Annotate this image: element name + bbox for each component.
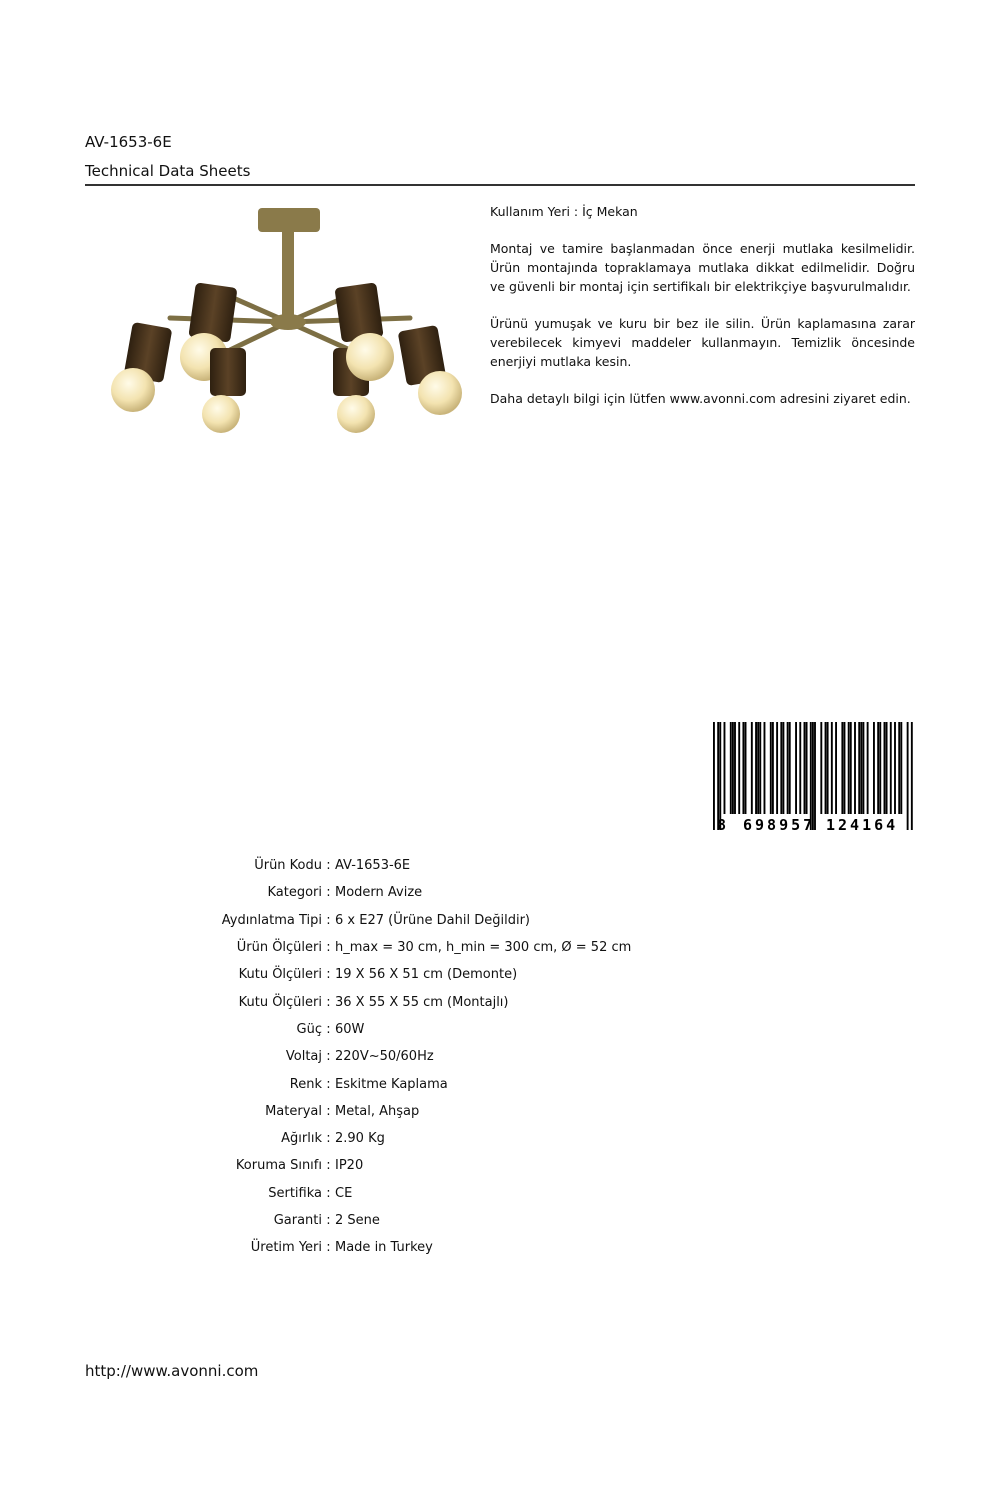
spec-separator: : <box>326 885 331 901</box>
spec-row <box>150 879 631 906</box>
spec-value: Made in Turkey <box>335 1240 433 1256</box>
spec-label: Kutu Ölçüleri <box>238 967 322 983</box>
spec-label: Materyal <box>265 1103 322 1119</box>
spec-label: Ürün Ölçüleri <box>236 940 322 956</box>
info-paragraph-website: Daha detaylı bilgi için lütfen www.avonni.com adresini ziyaret edin. <box>490 391 911 406</box>
spec-label: Kutu Ölçüleri <box>238 994 322 1010</box>
spec-separator: : <box>326 994 331 1010</box>
spec-value: Metal, Ahşap <box>335 1103 420 1119</box>
barcode-digit-first: 8 <box>717 816 727 834</box>
spec-label: Aydınlatma Tipi <box>221 912 322 928</box>
spec-value: 19 X 56 X 51 cm (Demonte) <box>335 967 518 983</box>
spec-row <box>150 907 631 934</box>
spec-row <box>150 852 631 879</box>
header-divider <box>85 184 915 186</box>
usage-info <box>490 202 915 426</box>
spec-row <box>150 1016 631 1043</box>
spec-row <box>150 1234 631 1261</box>
spec-table <box>150 852 631 1261</box>
spec-row <box>150 988 631 1015</box>
spec-row <box>150 1070 631 1097</box>
barcode <box>713 720 913 835</box>
spec-label: Sertifika <box>268 1185 322 1201</box>
spec-separator: : <box>326 967 331 983</box>
spec-separator: : <box>326 940 331 956</box>
spec-value: 220V~50/60Hz <box>335 1049 434 1065</box>
spec-value: 60W <box>335 1021 365 1037</box>
spec-row <box>150 961 631 988</box>
spec-row <box>150 1043 631 1070</box>
spec-separator: : <box>326 1240 331 1256</box>
spec-row <box>150 1098 631 1125</box>
barcode-digits-right: 124164 <box>826 816 899 834</box>
spec-separator: : <box>326 1103 331 1119</box>
info-paragraph-safety: Montaj ve tamire başlanmadan önce enerji mutlaka kesilmelidir. Ürün montajında topraklamaya mutlaka dikkat edilmelidir. Doğru ve güvenli bir montaj için sertifikalı bir elektrikçiye başvurulmalıdır. <box>490 241 915 294</box>
spec-label: Üretim Yeri <box>250 1240 322 1256</box>
spec-label: Garanti <box>273 1213 322 1228</box>
spec-row <box>150 1152 631 1179</box>
spec-row <box>150 1125 631 1152</box>
spec-label: Koruma Sınıfı <box>235 1158 322 1174</box>
spec-row <box>150 934 631 961</box>
spec-label: Renk <box>289 1076 322 1092</box>
usage-location: Kullanım Yeri : İç Mekan <box>490 204 638 219</box>
spec-label: Güç <box>296 1021 322 1037</box>
header-subtitle: Technical Data Sheets <box>85 162 251 180</box>
spec-separator: : <box>326 1076 331 1092</box>
spec-separator: : <box>326 1131 331 1147</box>
spec-value: 2.90 Kg <box>335 1131 385 1147</box>
chandelier-image <box>100 200 470 445</box>
spec-value: 6 x E27 (Ürüne Dahil Değildir) <box>335 912 530 928</box>
spec-separator: : <box>326 1158 331 1174</box>
spec-label: Ürün Kodu <box>254 858 322 874</box>
info-paragraph-cleaning: Ürünü yumuşak ve kuru bir bez ile silin. Ürün kaplamasına zarar verebilecek kimyevi maddeler kullanmayın. Temizlik öncesinde enerjiyi mutlaka kesin. <box>490 316 915 369</box>
spec-value: Modern Avize <box>335 885 423 901</box>
spec-separator: : <box>326 912 331 928</box>
spec-row <box>150 1207 631 1234</box>
spec-row <box>150 1180 631 1207</box>
spec-value: 36 X 55 X 55 cm (Montajlı) <box>335 994 509 1010</box>
spec-value: Eskitme Kaplama <box>335 1076 448 1092</box>
spec-separator: : <box>326 1021 331 1037</box>
spec-value: CE <box>335 1185 353 1201</box>
barcode-digits-left: 698957 <box>743 816 816 834</box>
spec-value: h_max = 30 cm, h_min = 300 cm, Ø = 52 cm <box>335 940 632 956</box>
spec-value: 2 Sene <box>335 1213 380 1228</box>
spec-separator: : <box>326 1049 331 1065</box>
spec-label: Voltaj <box>285 1049 322 1065</box>
spec-label: Kategori <box>267 885 322 901</box>
spec-separator: : <box>326 1213 331 1228</box>
spec-value: IP20 <box>335 1158 364 1174</box>
header-product-code: AV-1653-6E <box>85 133 172 151</box>
spec-separator: : <box>326 858 331 874</box>
footer-website-link[interactable]: http://www.avonni.com <box>85 1362 259 1380</box>
spec-label: Ağırlık <box>281 1131 322 1147</box>
spec-value: AV-1653-6E <box>335 858 411 874</box>
spec-separator: : <box>326 1185 331 1201</box>
